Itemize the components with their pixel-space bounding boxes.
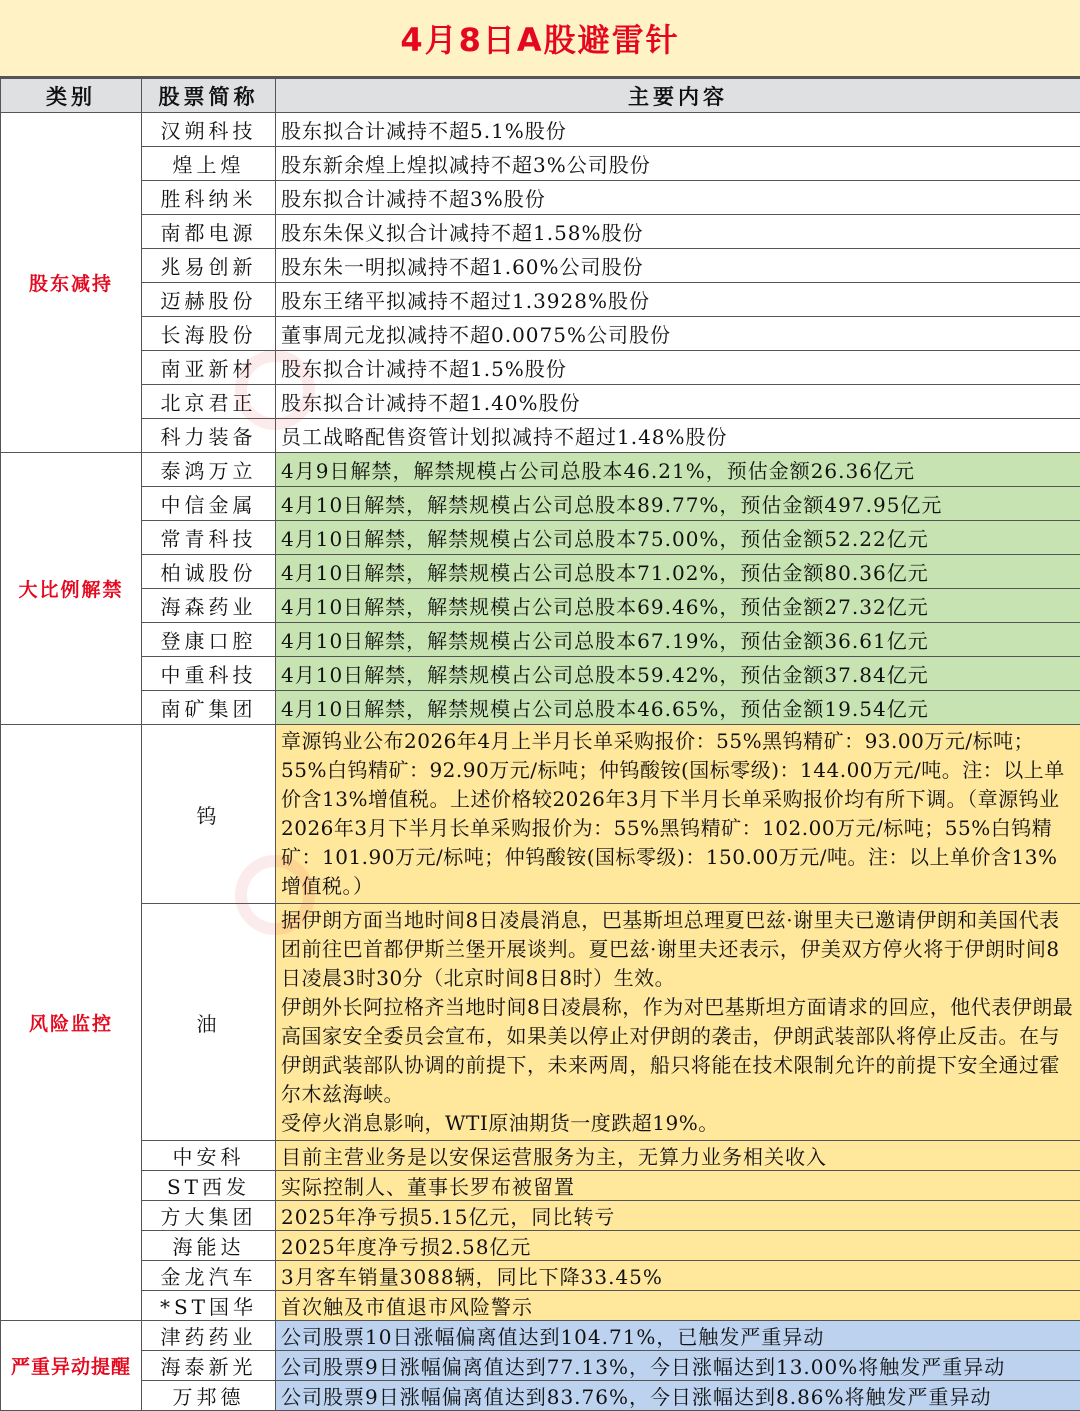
row-content: 股东拟合计减持不超1.5%股份 <box>276 351 1080 385</box>
row-content: 股东拟合计减持不超1.40%股份 <box>276 385 1080 419</box>
stock-name: 中信金属 <box>142 487 276 521</box>
stock-name: 兆易创新 <box>142 249 276 283</box>
header-stock: 股票简称 <box>142 79 276 113</box>
stock-name: 万邦德 <box>142 1381 276 1411</box>
stock-name: 方大集团 <box>142 1201 276 1231</box>
table-row <box>1 487 1080 521</box>
table-row <box>1 453 1080 487</box>
table-row <box>1 623 1080 657</box>
category-large-unlock: 大比例解禁 <box>1 453 142 725</box>
table-row <box>1 555 1080 589</box>
header-category: 类别 <box>1 79 142 113</box>
page-title: 4月8日A股避雷针 <box>0 0 1080 78</box>
row-content: 股东朱一明拟减持不超1.60%公司股份 <box>276 249 1080 283</box>
category-abnormal: 严重异动提醒 <box>1 1321 142 1411</box>
table-row <box>1 1291 1080 1321</box>
stock-name: 常青科技 <box>142 521 276 555</box>
table-row <box>1 283 1080 317</box>
table-row <box>1 317 1080 351</box>
risk-table <box>0 78 1080 1411</box>
category-risk-monitor: 风险监控 <box>1 725 142 1321</box>
table-row <box>1 385 1080 419</box>
table-row <box>1 691 1080 725</box>
row-content: 股东新余煌上煌拟减持不超3%公司股份 <box>276 147 1080 181</box>
table-row <box>1 181 1080 215</box>
row-content: 董事周元龙拟减持不超0.0075%公司股份 <box>276 317 1080 351</box>
table-row <box>1 657 1080 691</box>
table-row <box>1 725 1080 904</box>
stock-name: 中安科 <box>142 1141 276 1171</box>
table-row <box>1 589 1080 623</box>
table-row <box>1 1321 1080 1351</box>
row-content: 4月9日解禁，解禁规模占公司总股本46.21%，预估金额26.36亿元 <box>276 453 1080 487</box>
stock-name: 汉朔科技 <box>142 113 276 147</box>
row-content: 公司股票9日涨幅偏离值达到83.76%，今日涨幅达到8.86%将触发严重异动 <box>276 1381 1080 1411</box>
stock-name: 南都电源 <box>142 215 276 249</box>
table-row <box>1 147 1080 181</box>
row-content: 公司股票9日涨幅偏离值达到77.13%，今日涨幅达到13.00%将触发严重异动 <box>276 1351 1080 1381</box>
table-row <box>1 904 1080 1141</box>
row-content-oil <box>276 904 1080 1141</box>
stock-name: *ST国华 <box>142 1291 276 1321</box>
row-content: 股东朱保义拟合计减持不超1.58%股份 <box>276 215 1080 249</box>
stock-name: 海泰新光 <box>142 1351 276 1381</box>
table-row <box>1 215 1080 249</box>
stock-name: 迈赫股份 <box>142 283 276 317</box>
stock-name: 柏诚股份 <box>142 555 276 589</box>
row-content: 目前主营业务是以安保运营服务为主，无算力业务相关收入 <box>276 1141 1080 1171</box>
stock-name: 科力装备 <box>142 419 276 453</box>
stock-name: 南矿集团 <box>142 691 276 725</box>
oil-paragraph: 据伊朗方面当地时间8日凌晨消息，巴基斯坦总理夏巴兹·谢里夫已邀请伊朗和美国代表团前往巴首都伊斯兰堡开展谈判。夏巴兹·谢里夫还表示，伊美双方停火将于伊朗时间8日凌晨3时30分（北京时间8日8时）生效。 <box>281 906 1076 993</box>
row-content: 4月10日解禁，解禁规模占公司总股本89.77%，预估金额497.95亿元 <box>276 487 1080 521</box>
stock-name: 油 <box>142 904 276 1141</box>
stock-name: 煌上煌 <box>142 147 276 181</box>
row-content: 员工战略配售资管计划拟减持不超过1.48%股份 <box>276 419 1080 453</box>
row-content: 2025年净亏损5.15亿元，同比转亏 <box>276 1201 1080 1231</box>
stock-name: 津药药业 <box>142 1321 276 1351</box>
stock-name: 长海股份 <box>142 317 276 351</box>
table-row <box>1 419 1080 453</box>
stock-name: 登康口腔 <box>142 623 276 657</box>
oil-paragraph: 受停火消息影响，WTI原油期货一度跌超19%。 <box>281 1109 1076 1138</box>
stock-name: 海能达 <box>142 1231 276 1261</box>
stock-name: 中重科技 <box>142 657 276 691</box>
header-content: 主要内容 <box>276 79 1080 113</box>
row-content: 股东王绪平拟减持不超过1.3928%股份 <box>276 283 1080 317</box>
row-content: 股东拟合计减持不超3%股份 <box>276 181 1080 215</box>
row-content: 首次触及市值退市风险警示 <box>276 1291 1080 1321</box>
stock-name: 南亚新材 <box>142 351 276 385</box>
row-content: 公司股票10日涨幅偏离值达到104.71%，已触发严重异动 <box>276 1321 1080 1351</box>
stock-name: 金龙汽车 <box>142 1261 276 1291</box>
row-content-tungsten: 章源钨业公布2026年4月上半月长单采购报价：55%黑钨精矿：93.00万元/标吨；55%白钨精矿：92.90万元/标吨；仲钨酸铵(国标零级)：144.00万元/吨。注：以上单价含13%增值税。上述价格较2026年3月下半月长单采购报价均有所下调。（章源钨业2026年3月下半月长单采购报价为：55%黑钨精矿：102.00万元/标吨；55%白钨精矿：101.90万元/标吨；仲钨酸铵(国标零级)：150.00万元/吨。注：以上单价含13%增值税。） <box>276 725 1080 904</box>
row-content: 4月10日解禁，解禁规模占公司总股本75.00%，预估金额52.22亿元 <box>276 521 1080 555</box>
row-content: 股东拟合计减持不超5.1%股份 <box>276 113 1080 147</box>
row-content: 4月10日解禁，解禁规模占公司总股本69.46%，预估金额27.32亿元 <box>276 589 1080 623</box>
table-row <box>1 351 1080 385</box>
stock-name: 胜科纳米 <box>142 181 276 215</box>
table-row <box>1 1351 1080 1381</box>
table-row <box>1 1141 1080 1171</box>
row-content: 4月10日解禁，解禁规模占公司总股本71.02%，预估金额80.36亿元 <box>276 555 1080 589</box>
stock-name: 泰鸿万立 <box>142 453 276 487</box>
stock-name: 钨 <box>142 725 276 904</box>
row-content: 实际控制人、董事长罗布被留置 <box>276 1171 1080 1201</box>
row-content: 4月10日解禁，解禁规模占公司总股本46.65%，预估金额19.54亿元 <box>276 691 1080 725</box>
table-row <box>1 249 1080 283</box>
row-content: 2025年度净亏损2.58亿元 <box>276 1231 1080 1261</box>
table-row <box>1 1231 1080 1261</box>
stock-name: 海森药业 <box>142 589 276 623</box>
category-shareholder-reduction: 股东减持 <box>1 113 142 453</box>
table-row <box>1 1201 1080 1231</box>
row-content: 3月客车销量3088辆，同比下降33.45% <box>276 1261 1080 1291</box>
stock-name: ST西发 <box>142 1171 276 1201</box>
row-content: 4月10日解禁，解禁规模占公司总股本59.42%，预估金额37.84亿元 <box>276 657 1080 691</box>
table-row <box>1 521 1080 555</box>
stock-name: 北京君正 <box>142 385 276 419</box>
oil-paragraph: 伊朗外长阿拉格齐当地时间8日凌晨称，作为对巴基斯坦方面请求的回应，他代表伊朗最高国家安全委员会宣布，如果美以停止对伊朗的袭击，伊朗武装部队将停止反击。在与伊朗武装部队协调的前提下，未来两周，船只将能在技术限制允许的前提下安全通过霍尔木兹海峡。 <box>281 993 1076 1109</box>
table-row <box>1 1381 1080 1411</box>
row-content: 4月10日解禁，解禁规模占公司总股本67.19%，预估金额36.61亿元 <box>276 623 1080 657</box>
table-row <box>1 1261 1080 1291</box>
table-header-row <box>1 79 1080 113</box>
table-row <box>1 113 1080 147</box>
table-row <box>1 1171 1080 1201</box>
